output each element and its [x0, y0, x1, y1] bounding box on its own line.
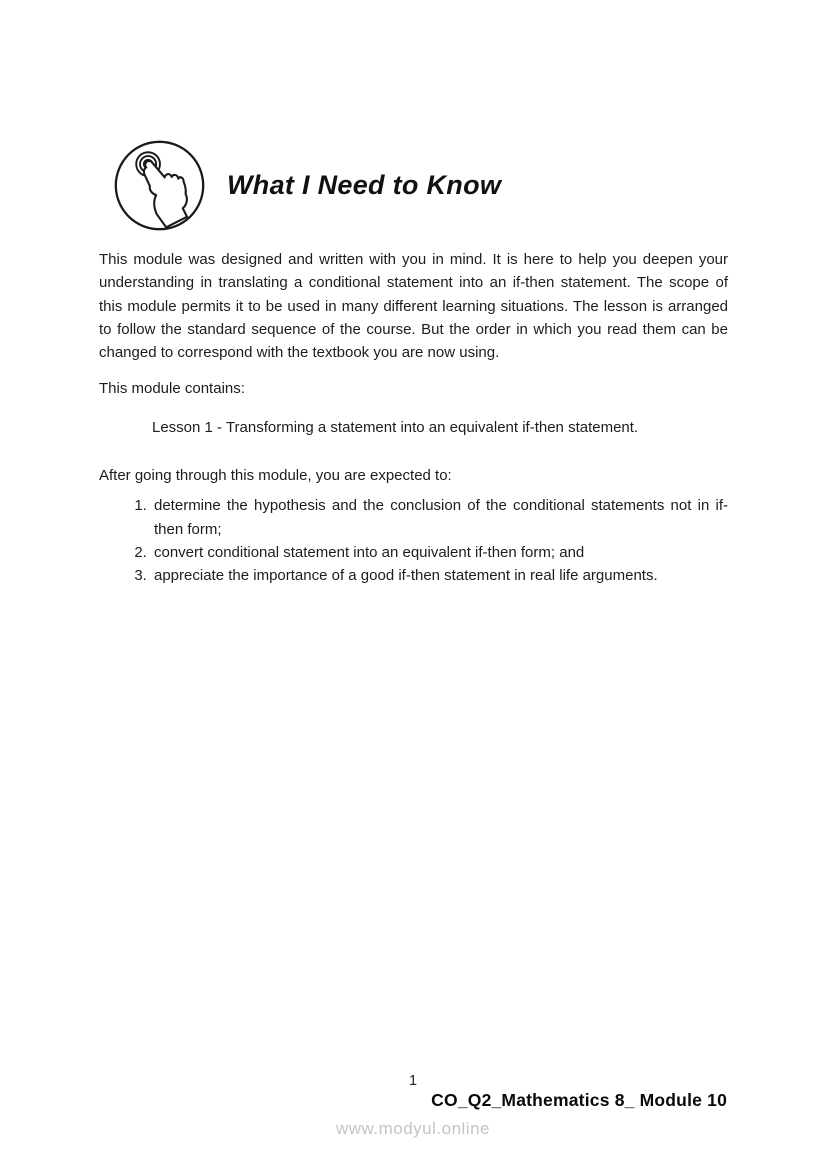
page-number: 1 [408, 1073, 418, 1089]
objectives-list [99, 494, 728, 587]
objective-item: 3. appreciate the importance of a good if-then statement in real life arguments. [151, 564, 728, 587]
module-contains-label: This module contains: [99, 380, 245, 398]
module-code-footer: CO_Q2_Mathematics 8_ Module 10 [431, 1090, 727, 1110]
expectations-label: After going through this module, you are expected to: [99, 467, 452, 485]
intro-paragraph: This module was designed and written with you in mind. It is here to help you deepen your understanding in translating a conditional statement into an if-then statement. The scope of this module permits it to be used in many different learning situations. The lesson is arranged to follow the standard sequence of the course. But the order in which you read them can be changed to correspond with the textbook you are now using. [99, 251, 728, 362]
lesson-1-line: Lesson 1 - Transforming a statement into an equivalent if-then statement. [152, 418, 639, 436]
objective-item: 1. determine the hypothesis and the conclusion of the conditional statements not in if-then form; [151, 494, 728, 541]
watermark-text: www.modyul.online [335, 1119, 490, 1138]
touch-tap-icon [112, 138, 207, 233]
page-title: What I Need to Know [227, 170, 502, 200]
section-header [112, 138, 501, 233]
objective-item: 2. convert conditional statement into an equivalent if-then form; and [151, 541, 728, 564]
body-content [99, 248, 728, 588]
